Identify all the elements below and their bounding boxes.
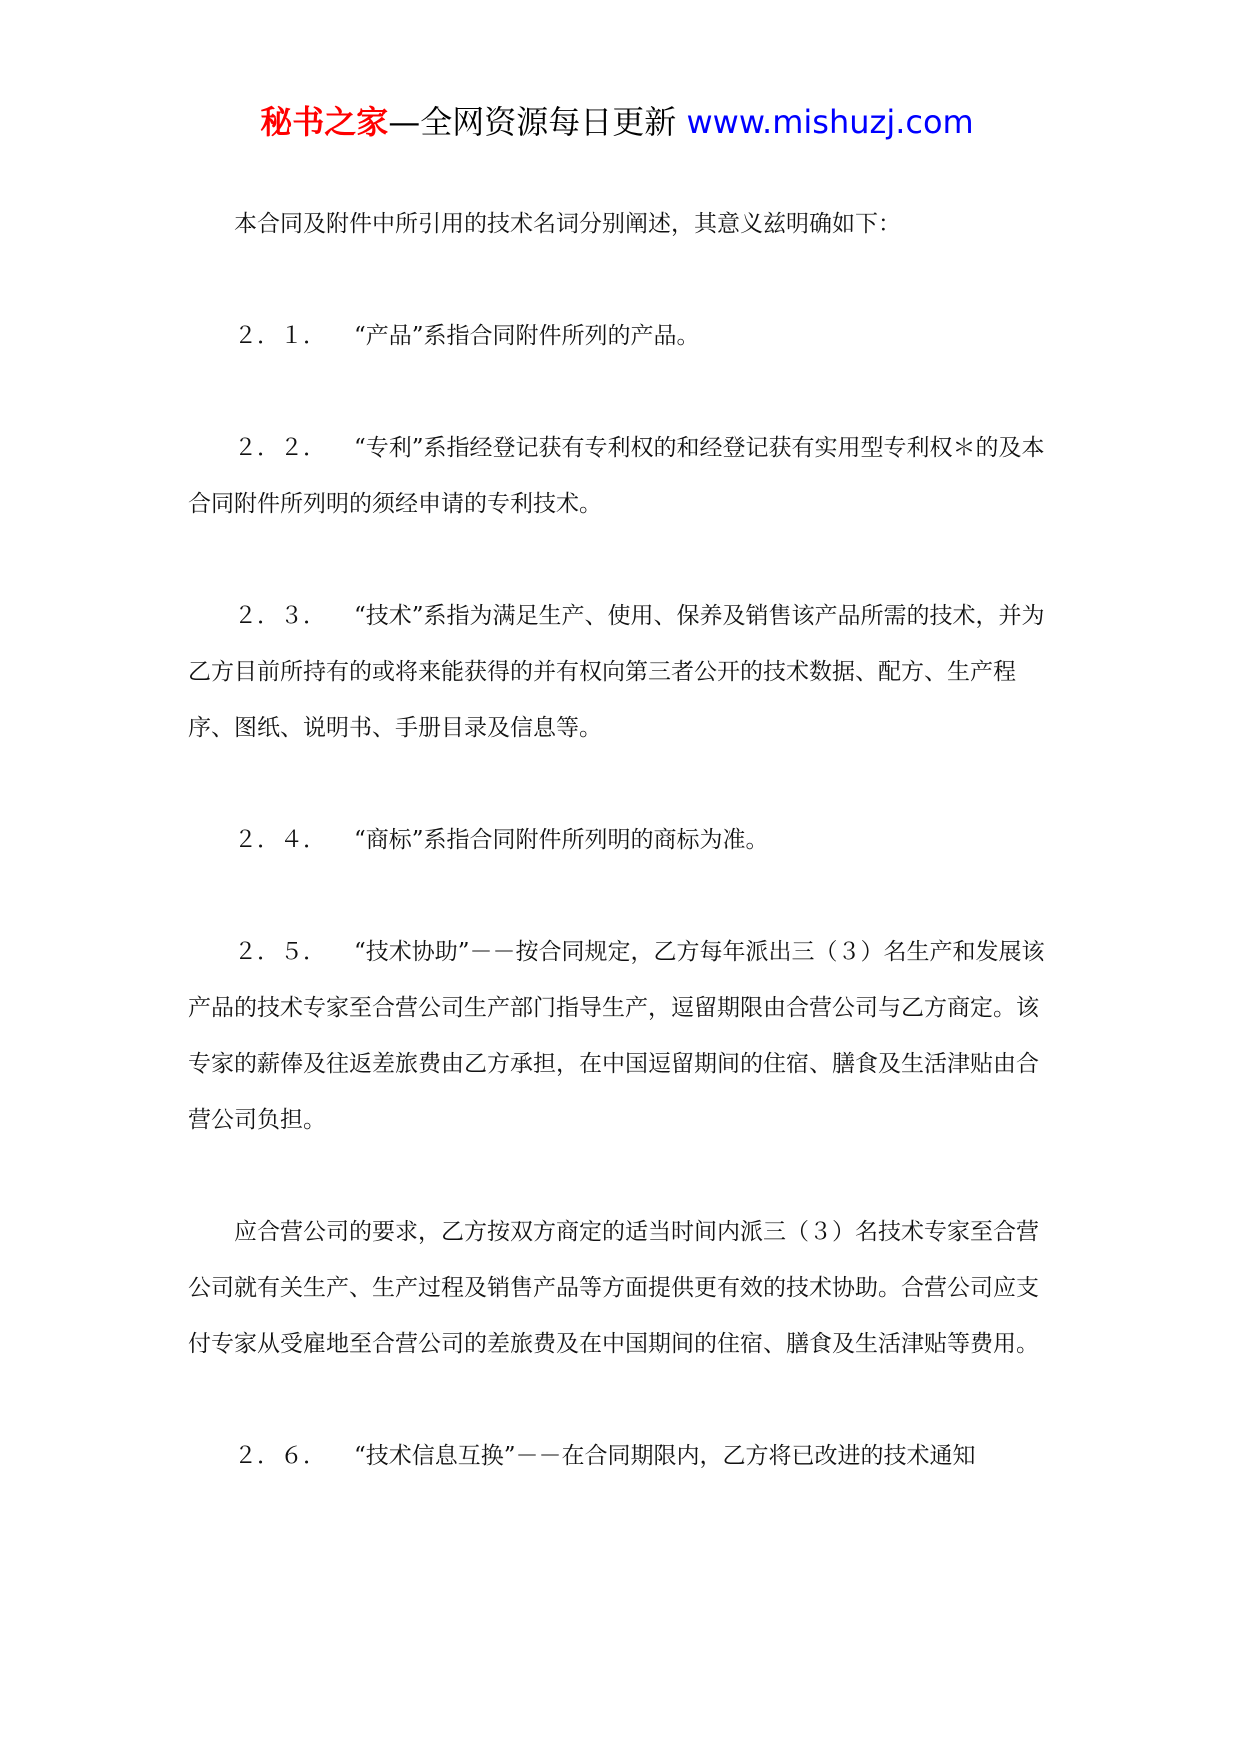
clause-text: “商标”系指合同附件所列明的商标为准。 — [354, 827, 769, 853]
clause-text: “专利”系指经登记获有专利权的和经登记获有实用型专利权＊的及本合同附件所列明的须经申请的专利技术。 — [188, 435, 1045, 517]
header-brand: 秘书之家 — [260, 103, 389, 141]
clause-2-1 — [188, 308, 1058, 364]
clause-2-5 — [188, 924, 1058, 1148]
document-body — [188, 196, 1058, 1484]
clause-text: “技术协助”－－按合同规定，乙方每年派出三（３）名生产和发展该产品的技术专家至合营公司生产部门指导生产，逗留期限由合营公司与乙方商定。该专家的薪俸及往返差旅费由乙方承担，在中国逗留期间的住宿、膳食及生活津贴由合营公司负担。 — [188, 939, 1045, 1133]
clause-2-3 — [188, 588, 1058, 756]
clause-number: ２．３． — [234, 603, 326, 629]
clause-text: “技术”系指为满足生产、使用、保养及销售该产品所需的技术，并为乙方目前所持有的或将来能获得的并有权向第三者公开的技术数据、配方、生产程序、图纸、说明书、手册目录及信息等。 — [188, 603, 1045, 741]
clause-2-4 — [188, 812, 1058, 868]
header-slogan: —全网资源每日更新 — [388, 103, 677, 141]
paragraph-text: 本合同及附件中所引用的技术名词分别阐述，其意义兹明确如下： — [234, 211, 901, 237]
clause-number: ２．２． — [234, 435, 326, 461]
clause-number: ２．４． — [234, 827, 326, 853]
clause-number: ２．５． — [234, 939, 326, 965]
paragraph-intro — [188, 196, 1058, 252]
clause-text: “产品”系指合同附件所列的产品。 — [354, 323, 700, 349]
clause-2-6 — [188, 1428, 1058, 1484]
clause-2-2 — [188, 420, 1058, 532]
page-header — [0, 100, 1234, 144]
clause-number: ２．６． — [234, 1443, 326, 1469]
header-url-link[interactable]: www.mishuzj.com — [686, 103, 974, 141]
paragraph-technical-assistance — [188, 1204, 1058, 1372]
clause-number: ２．１． — [234, 323, 326, 349]
clause-text: “技术信息互换”－－在合同期限内，乙方将已改进的技术通知 — [354, 1443, 976, 1469]
paragraph-text: 应合营公司的要求，乙方按双方商定的适当时间内派三（３）名技术专家至合营公司就有关生产、生产过程及销售产品等方面提供更有效的技术协助。合营公司应支付专家从受雇地至合营公司的差旅费及在中国期间的住宿、膳食及生活津贴等费用。 — [188, 1219, 1039, 1357]
